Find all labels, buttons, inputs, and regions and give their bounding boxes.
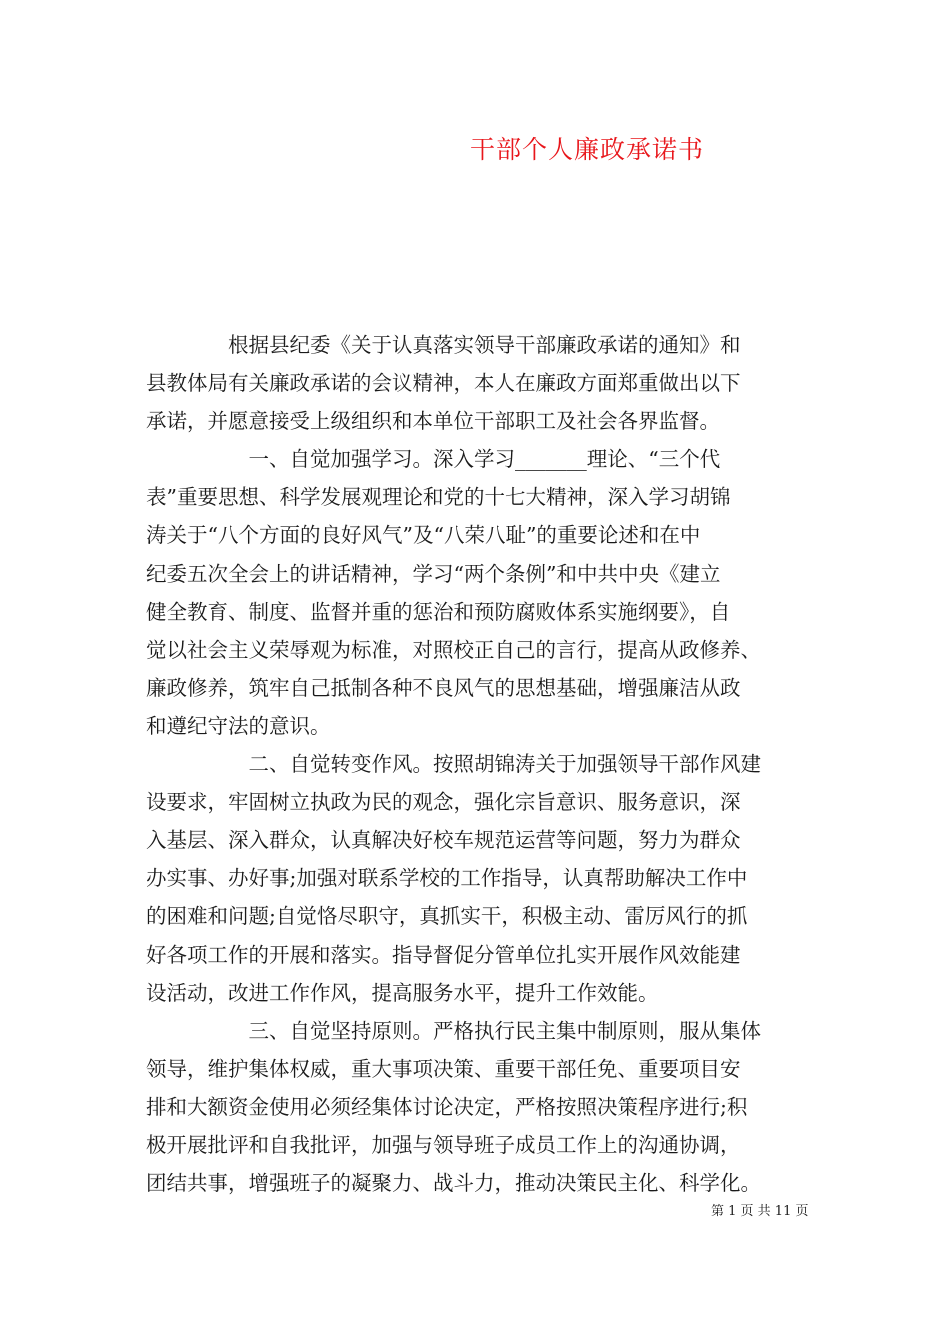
body-line: 健全教育、制度、监督并重的惩治和预防腐败体系实施纲要》，自: [146, 599, 731, 624]
body-line: 极开展批评和自我批评，加强与领导班子成员工作上的沟通协调，: [146, 1132, 741, 1157]
body-line: 县教体局有关廉政承诺的会议精神，本人在廉政方面郑重做出以下: [146, 371, 741, 396]
body-line: 表”重要思想、科学发展观理论和党的十七大精神，深入学习胡锦: [146, 485, 731, 510]
document-title: 干部个人廉政承诺书: [470, 135, 705, 164]
body-line: 廉政修养，筑牢自己抵制各种不良风气的思想基础，增强廉洁从政: [146, 675, 741, 700]
page-number: 第 1 页 共 11 页: [711, 1204, 809, 1219]
body-line: 好各项工作的开展和落实。指导督促分管单位扎实开展作风效能建: [146, 942, 741, 967]
body-line: 团结共事，增强班子的凝聚力、战斗力，推动决策民主化、科学化。: [146, 1171, 761, 1196]
document-body: [146, 326, 810, 1202]
body-line: 设要求，牢固树立执政为民的观念，强化宗旨意识、服务意识，深: [146, 790, 741, 815]
body-line: 觉以社会主义荣辱观为标准，对照校正自己的言行，提高从政修养、: [146, 637, 761, 662]
body-line: 办实事、办好事;加强对联系学校的工作指导，认真帮助解决工作中: [146, 866, 748, 891]
body-line: 的困难和问题;自觉恪尽职守，真抓实干，积极主动、雷厉风行的抓: [146, 904, 748, 929]
body-line: 纪委五次全会上的讲话精神，学习“两个条例”和中共中央《建立: [146, 561, 721, 586]
body-line: 一、自觉加强学习。深入学习_______理论、“三个代: [146, 447, 721, 472]
body-line: 入基层、深入群众，认真解决好校车规范运营等问题，努力为群众: [146, 828, 741, 853]
body-line: 三、自觉坚持原则。严格执行民主集中制原则，服从集体: [146, 1018, 761, 1043]
body-line: 设活动，改进工作作风，提高服务水平，提升工作效能。: [146, 980, 659, 1005]
body-line: 涛关于“八个方面的良好风气”及“八荣八耻”的重要论述和在中: [146, 523, 701, 548]
body-line: 和遵纪守法的意识。: [146, 713, 331, 738]
body-line: 领导，维护集体权威，重大事项决策、重要干部任免、重要项目安: [146, 1056, 741, 1081]
body-line: 排和大额资金使用必须经集体讨论决定，严格按照决策程序进行;积: [146, 1094, 748, 1119]
body-line: 承诺，并愿意接受上级组织和本单位干部职工及社会各界监督。: [146, 409, 720, 434]
body-line: 二、自觉转变作风。按照胡锦涛关于加强领导干部作风建: [146, 752, 761, 777]
body-line: 根据县纪委《关于认真落实领导干部廉政承诺的通知》和: [146, 333, 741, 357]
